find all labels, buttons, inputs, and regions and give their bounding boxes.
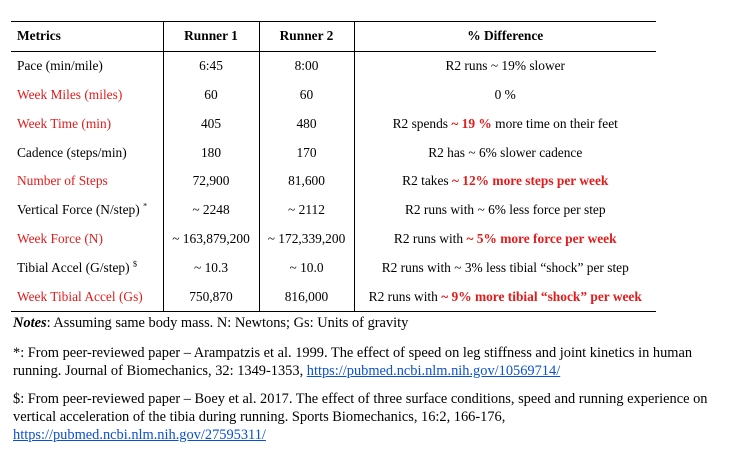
difference-cell: R2 runs with ~ 3% less tibial “shock” per step — [354, 253, 656, 282]
runner-2-value: 816,000 — [259, 282, 354, 311]
difference-cell — [354, 167, 656, 196]
runner-1-value: ~ 163,879,200 — [163, 225, 259, 254]
metric-cell — [11, 225, 163, 254]
metric-cell — [11, 282, 163, 311]
difference-text: R2 takes — [402, 173, 452, 189]
difference-cell — [354, 109, 656, 138]
runner-2-value: ~ 2112 — [259, 196, 354, 225]
difference-cell — [354, 225, 656, 254]
metric-label: Cadence (steps/min) — [17, 144, 127, 160]
table-row — [11, 51, 656, 80]
metric-label: Week Time (min) — [17, 115, 112, 131]
header-percent-difference: % Difference — [354, 22, 656, 52]
difference-highlight: ~ 19 % — [451, 115, 492, 131]
metric-label: Week Tibial Accel (Gs) — [17, 288, 143, 304]
metric-cell — [11, 138, 163, 167]
difference-text: R2 runs with — [368, 288, 442, 304]
metric-label: Vertical Force (N/step) — [17, 202, 140, 218]
table-row — [11, 253, 656, 282]
table-row — [11, 81, 656, 110]
runner-1-value: 180 — [163, 138, 259, 167]
reference-2-link[interactable]: https://pubmed.ncbi.nlm.nih.gov/27595311/ — [13, 427, 266, 443]
reference-2 — [13, 390, 728, 444]
runner-2-value: 170 — [259, 138, 354, 167]
table-row — [11, 138, 656, 167]
difference-cell: R2 has ~ 6% slower cadence — [354, 138, 656, 167]
runner-2-value: 60 — [259, 81, 354, 110]
runner-1-value: 750,870 — [163, 282, 259, 311]
metric-label: Tibial Accel (G/step) — [17, 259, 130, 275]
reference-2-text: $: From peer-reviewed paper – Boey et al. 2017. The effect of three surface conditions, speed and running experience on vertical acceleration of the tibia during running. Sports Biomechanics, 16:2, 166-176, — [13, 391, 708, 425]
difference-cell: R2 runs ~ 19% slower — [354, 51, 656, 80]
notes-line — [13, 314, 728, 332]
footnote-marker: * — [143, 201, 148, 211]
table-body — [11, 51, 656, 311]
runner-1-value: 60 — [163, 81, 259, 110]
runner-1-value: 405 — [163, 109, 259, 138]
notes-text: : Assuming same body mass. N: Newtons; Gs: Units of gravity — [46, 315, 409, 331]
metric-cell — [11, 81, 163, 110]
table-row — [11, 109, 656, 138]
table-row — [11, 167, 656, 196]
metric-cell — [11, 109, 163, 138]
notes-section — [13, 314, 728, 454]
metrics-table — [11, 21, 656, 312]
footnote-marker: $ — [132, 259, 137, 269]
difference-text: R2 spends — [392, 115, 452, 131]
metric-cell — [11, 51, 163, 80]
metric-cell — [11, 253, 163, 282]
difference-highlight: ~ 12% more steps per week — [451, 173, 609, 189]
difference-highlight: ~ 9% more tibial “shock” per week — [441, 288, 642, 304]
metric-label: Week Miles (miles) — [17, 86, 123, 102]
runner-2-value: ~ 172,339,200 — [259, 225, 354, 254]
difference-text: R2 runs with — [393, 230, 467, 246]
metric-cell — [11, 196, 163, 225]
runner-1-value: 6:45 — [163, 51, 259, 80]
reference-1-text: *: From peer-reviewed paper – Arampatzis et al. 1999. The effect of speed on leg stiffness and joint kinetics in human running. Journal of Biomechanics, 32: 1349-1353, — [13, 345, 693, 379]
table-row — [11, 282, 656, 311]
header-runner-1: Runner 1 — [163, 22, 259, 52]
difference-highlight: ~ 5% more force per week — [466, 230, 617, 246]
header-metrics: Metrics — [11, 22, 163, 52]
runner-1-value: ~ 2248 — [163, 196, 259, 225]
runner-1-value: 72,900 — [163, 167, 259, 196]
difference-cell: 0 % — [354, 81, 656, 110]
table-header-row — [11, 22, 656, 52]
difference-cell — [354, 282, 656, 311]
runner-1-value: ~ 10.3 — [163, 253, 259, 282]
metric-label: Pace (min/mile) — [17, 58, 103, 74]
difference-cell: R2 runs with ~ 6% less force per step — [354, 196, 656, 225]
difference-text: more time on their feet — [491, 115, 618, 131]
runner-2-value: ~ 10.0 — [259, 253, 354, 282]
table-row — [11, 196, 656, 225]
notes-label: Notes — [13, 315, 47, 331]
runner-2-value: 81,600 — [259, 167, 354, 196]
metric-label: Week Force (N) — [17, 230, 103, 246]
header-runner-2: Runner 2 — [259, 22, 354, 52]
reference-1-link[interactable]: https://pubmed.ncbi.nlm.nih.gov/10569714/ — [306, 363, 561, 379]
runner-2-value: 8:00 — [259, 51, 354, 80]
metric-label: Number of Steps — [17, 173, 108, 189]
table-row — [11, 225, 656, 254]
metric-cell — [11, 167, 163, 196]
reference-1 — [13, 344, 728, 380]
runner-2-value: 480 — [259, 109, 354, 138]
